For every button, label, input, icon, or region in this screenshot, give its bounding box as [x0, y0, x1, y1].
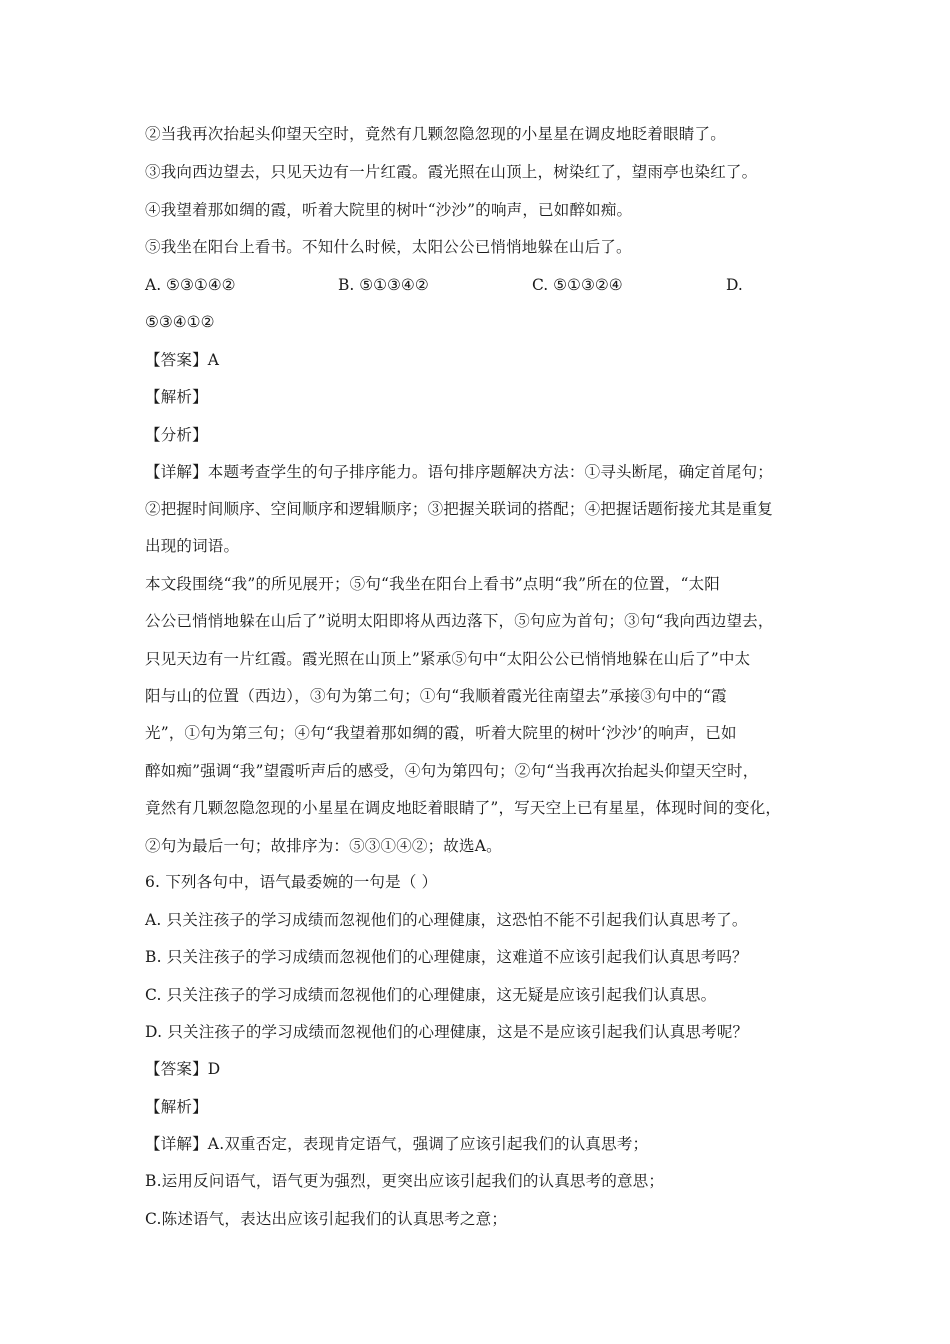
- q5-option-b: B. ⑤①③④②: [338, 276, 429, 294]
- q5-analysis-heading: 【解析】: [145, 388, 208, 406]
- q5-detail-line: 阳与山的位置（西边），③句为第二句；①句“我顺着霞光往南望去”承接③句中的“霞: [145, 687, 727, 705]
- q6-option-a: A. 只关注孩子的学习成绩而忽视他们的心理健康，这恐怕不能不引起我们认真思考了。: [145, 911, 748, 929]
- q6-stem: 6. 下列各句中，语气最委婉的一句是（ ）: [145, 873, 438, 891]
- q5-fenxi-heading: 【分析】: [145, 426, 208, 444]
- q5-sentence-5: ⑤我坐在阳台上看书。不知什么时候，太阳公公已悄悄地躲在山后了。: [145, 238, 632, 256]
- q5-detail-line: 只见天边有一片红霞。霞光照在山顶上”紧承⑤句中“太阳公公已悄悄地躲在山后了”中太: [145, 650, 751, 668]
- q5-option-d-label: D.: [726, 276, 743, 294]
- q5-detail-line: 本文段围绕“我”的所见展开；⑤句“我坐在阳台上看书”点明“我”所在的位置，“太阳: [145, 575, 720, 593]
- q5-detail-line: ②把握时间顺序、空间顺序和逻辑顺序；③把握关联词的搭配；④把握话题衔接尤其是重复: [145, 500, 774, 518]
- q6-detail-line: 【详解】A.双重否定，表现肯定语气，强调了应该引起我们的认真思考；: [145, 1135, 649, 1153]
- q5-option-a: A. ⑤③①④②: [145, 276, 236, 294]
- q6-option-d: D. 只关注孩子的学习成绩而忽视他们的心理健康，这是不是应该引起我们认真思考呢？: [145, 1023, 749, 1041]
- q5-option-d-value: ⑤③④①②: [145, 313, 215, 331]
- q5-detail-line: ②句为最后一句；故排序为：⑤③①④②；故选A。: [145, 837, 502, 855]
- q5-option-c: C. ⑤①③②④: [532, 276, 623, 294]
- q6-detail-line: C.陈述语气，表达出应该引起我们的认真思考之意；: [145, 1210, 508, 1228]
- q6-analysis-heading: 【解析】: [145, 1098, 208, 1116]
- q5-sentence-3: ③我向西边望去，只见天边有一片红霞。霞光照在山顶上，树染红了，望雨亭也染红了。: [145, 163, 758, 181]
- q5-detail-line: 出现的词语。: [145, 537, 240, 555]
- q6-option-c: C. 只关注孩子的学习成绩而忽视他们的心理健康，这无疑是应该引起我们认真思。: [145, 986, 717, 1004]
- q5-detail-line: 竟然有几颗忽隐忽现的小星星在调皮地眨着眼睛了”，写天空上已有星星，体现时间的变化，: [145, 799, 782, 817]
- q6-answer: 【答案】D: [145, 1060, 221, 1078]
- q5-answer: 【答案】A: [145, 351, 220, 369]
- q5-detail-line: 公公已悄悄地躲在山后了”说明太阳即将从西边落下，⑤句应为首句；③句“我向西边望去，: [145, 612, 774, 630]
- q5-detail-line: 光”，①句为第三句；④句“我望着那如绸的霞，听着大院里的树叶‘沙沙’的响声，已如: [145, 724, 737, 742]
- q5-detail-line: 【详解】本题考查学生的句子排序能力。语句排序题解决方法：①寻头断尾，确定首尾句；: [145, 463, 774, 481]
- q6-detail-line: B.运用反问语气，语气更为强烈，更突出应该引起我们的认真思考的意思；: [145, 1172, 665, 1190]
- q5-sentence-2: ②当我再次抬起头仰望天空时，竟然有几颗忽隐忽现的小星星在调皮地眨着眼睛了。: [145, 125, 726, 143]
- q6-option-b: B. 只关注孩子的学习成绩而忽视他们的心理健康，这难道不应该引起我们认真思考吗？: [145, 948, 748, 966]
- q5-sentence-4: ④我望着那如绸的霞，听着大院里的树叶“沙沙”的响声，已如醉如痴。: [145, 201, 633, 219]
- q5-detail-line: 醉如痴”强调“我”望霞听声后的感受，④句为第四句；②句“当我再次抬起头仰望天空时，: [145, 762, 759, 780]
